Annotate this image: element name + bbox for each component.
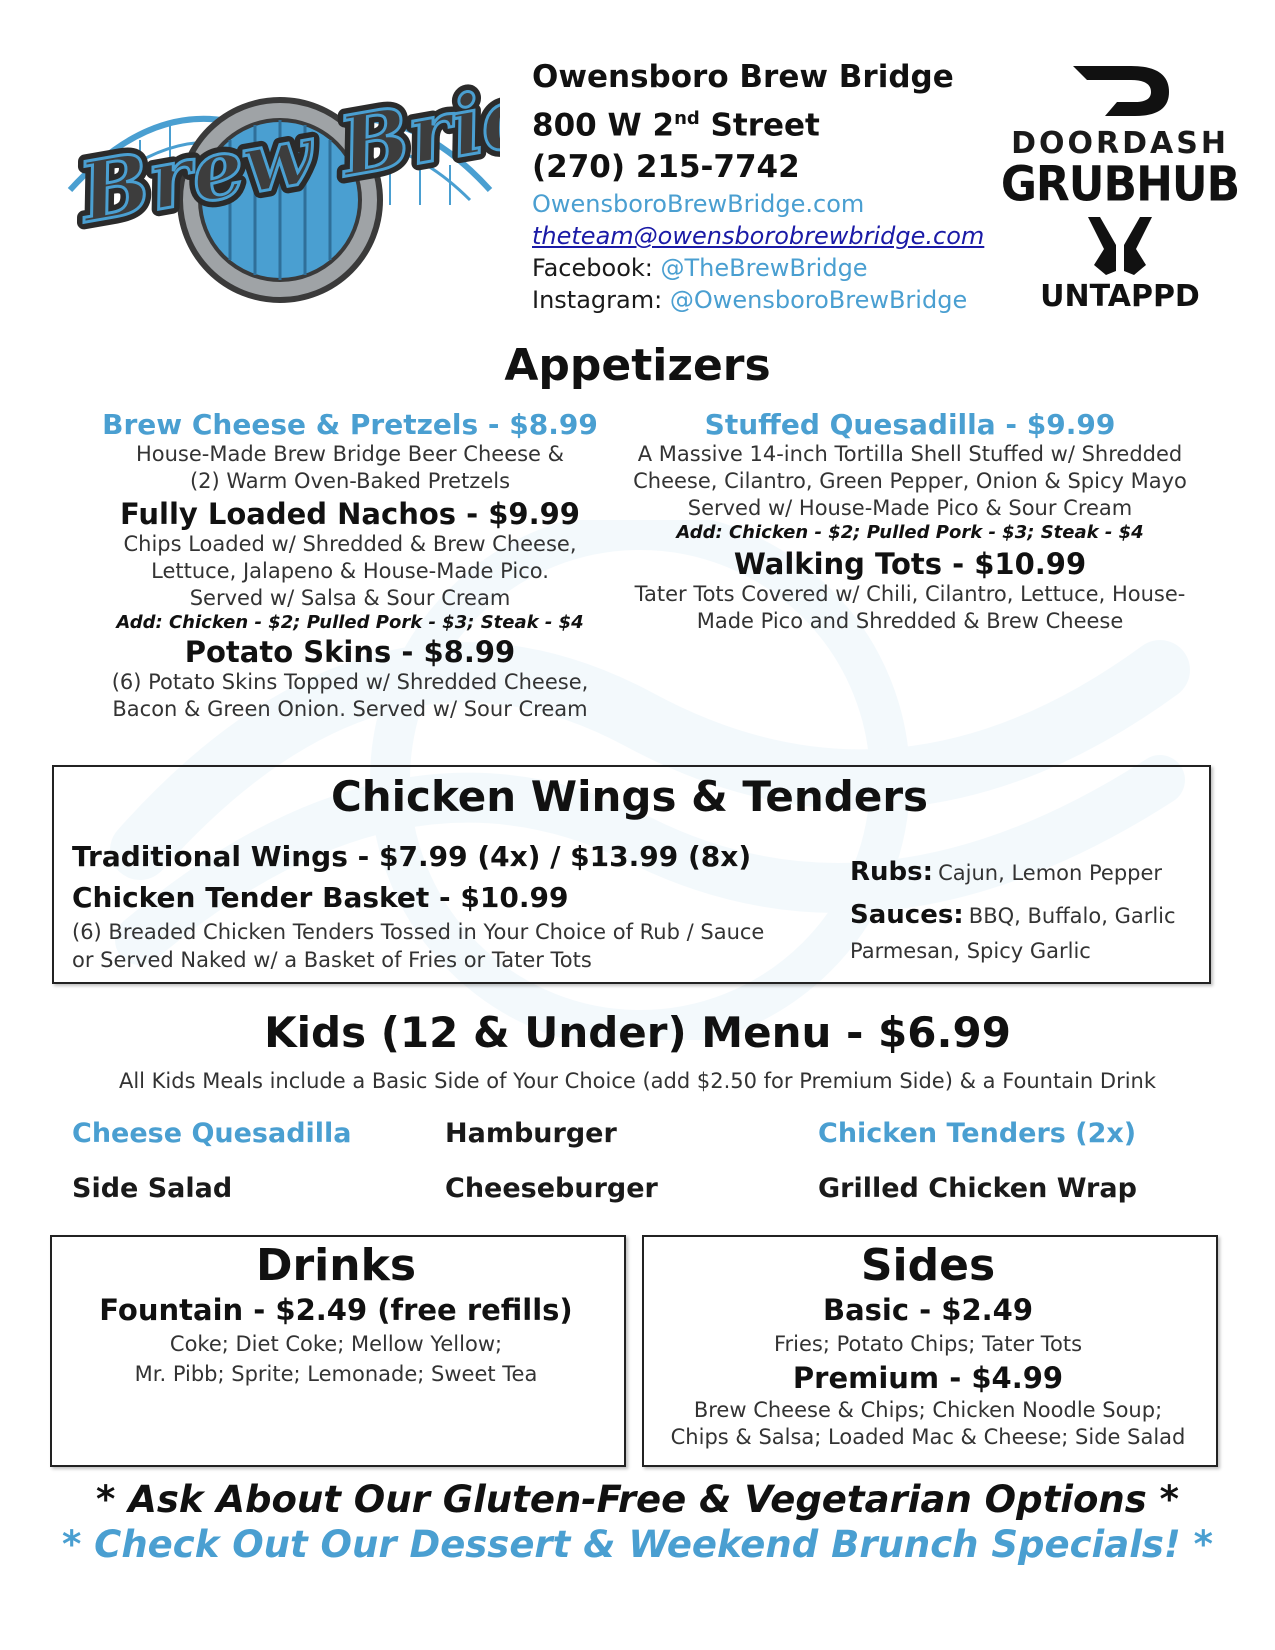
menu-item-title: Fountain - $2.49 (free refills) <box>99 1293 573 1327</box>
kids-item: Side Salad <box>72 1173 233 1204</box>
facebook-link[interactable]: @TheBrewBridge <box>660 254 868 283</box>
sauces-label: Sauces: <box>850 900 964 930</box>
wings-heading: Chicken Wings & Tenders <box>330 772 929 821</box>
appetizers-heading: Appetizers <box>504 340 771 391</box>
svg-text:Brew Bridge: Brew Bridge <box>72 70 500 242</box>
menu-item-desc: Bacon & Green Onion. Served w/ Sour Cream <box>112 697 588 721</box>
brew-bridge-logo <box>60 70 500 310</box>
contact-block <box>532 56 1002 316</box>
kids-heading: Kids (12 & Under) Menu - $6.99 <box>264 1008 1011 1057</box>
menu-item-title: Walking Tots - $10.99 <box>733 547 1087 581</box>
drinks-heading: Drinks <box>255 1240 417 1291</box>
restaurant-name: Owensboro Brew Bridge <box>532 59 954 95</box>
menu-item-title: Potato Skins - $8.99 <box>184 635 516 669</box>
kids-note: All Kids Meals include a Basic Side of Your Choice (add $2.50 for Premium Side) & a Fountain Drink <box>118 1069 1157 1093</box>
menu-item-title: Fully Loaded Nachos - $9.99 <box>120 497 580 531</box>
svg-text:Brew Bridge: Brew Bridge <box>72 70 500 242</box>
menu-item-title: Basic - $2.49 <box>822 1293 1034 1327</box>
menu-item-desc: (6) Breaded Chicken Tenders Tossed in Your Choice of Rub / Sauce <box>72 920 765 944</box>
menu-item-desc: Chips Loaded w/ Shredded & Brew Cheese, <box>123 532 577 556</box>
wings-items <box>72 836 832 974</box>
sides-section <box>642 1240 1214 1451</box>
rubs-value: Cajun, Lemon Pepper <box>938 861 1163 885</box>
footer-note-dietary: * Ask About Our Gluten-Free & Vegetarian Options * <box>95 1478 1179 1521</box>
grubhub-label: GRUBHUB <box>1000 156 1240 213</box>
menu-item-title: Traditional Wings - $7.99 (4x) / $13.99 (8x) <box>72 840 752 873</box>
footer-note-specials: * Check Out Our Dessert & Weekend Brunch Specials! * <box>61 1523 1214 1566</box>
website-link[interactable]: OwensboroBrewBridge.com <box>532 190 865 219</box>
address: 800 W 2nd Street <box>532 107 820 144</box>
delivery-partners <box>1000 60 1240 314</box>
menu-item-desc: Tater Tots Covered w/ Chili, Cilantro, Lettuce, House- <box>634 582 1186 606</box>
menu-item-desc: Lettuce, Jalapeno & House-Made Pico. <box>151 559 549 583</box>
menu-item-desc: (2) Warm Oven-Baked Pretzels <box>189 469 511 493</box>
kids-item: Cheeseburger <box>445 1173 658 1204</box>
facebook-line: Facebook: @TheBrewBridge <box>532 254 868 283</box>
menu-item-title: Chicken Tender Basket - $10.99 <box>72 881 569 914</box>
menu-item-desc: Cheese, Cilantro, Green Pepper, Onion & Spicy Mayo <box>633 469 1187 493</box>
menu-item-title: Brew Cheese & Pretzels - $8.99 <box>102 408 598 441</box>
instagram-link[interactable]: @OwensboroBrewBridge <box>669 286 968 315</box>
menu-item-desc: Brew Cheese & Chips; Chicken Noodle Soup; <box>693 1398 1163 1422</box>
menu-item-desc: Made Pico and Shredded & Brew Cheese <box>696 609 1124 633</box>
wings-options <box>850 852 1200 964</box>
menu-item-addons: Add: Chicken - $2; Pulled Pork - $3; Steak - $4 <box>116 612 584 633</box>
menu-item-desc: House-Made Brew Bridge Beer Cheese & <box>135 442 565 466</box>
kids-item: Chicken Tenders (2x) <box>818 1118 1137 1149</box>
appetizers-right-column <box>615 408 1205 635</box>
menu-item-desc: or Served Naked w/ a Basket of Fries or Tater Tots <box>72 948 592 972</box>
email-link[interactable]: theteam@owensborobrewbridge.com <box>532 222 985 251</box>
kids-item: Grilled Chicken Wrap <box>818 1173 1137 1204</box>
appetizers-left-column <box>90 408 610 723</box>
menu-item-desc: Coke; Diet Coke; Mellow Yellow; <box>169 1332 503 1356</box>
menu-item-desc: Mr. Pibb; Sprite; Lemonade; Sweet Tea <box>134 1362 538 1386</box>
doordash-icon <box>1065 60 1175 120</box>
kids-item: Cheese Quesadilla <box>72 1118 352 1149</box>
drinks-section <box>50 1240 622 1389</box>
menu-item-addons: Add: Chicken - $2; Pulled Pork - $3; Steak - $4 <box>676 522 1144 543</box>
phone: (270) 215-7742 <box>532 149 800 186</box>
menu-item-title: Stuffed Quesadilla - $9.99 <box>704 408 1116 441</box>
sauces-value-cont: Parmesan, Spicy Garlic <box>850 939 1091 963</box>
untappd-label: UNTAPPD <box>1040 279 1200 314</box>
menu-item-desc: Fries; Potato Chips; Tater Tots <box>773 1332 1083 1356</box>
sides-heading: Sides <box>860 1240 996 1291</box>
menu-item-desc: A Massive 14-inch Tortilla Shell Stuffed w/ Shredded <box>637 442 1183 466</box>
rubs-label: Rubs: <box>850 857 934 887</box>
menu-item-desc: (6) Potato Skins Topped w/ Shredded Cheese, <box>111 670 589 694</box>
kids-item: Hamburger <box>445 1118 617 1149</box>
menu-item-desc: Chips & Salsa; Loaded Mac & Cheese; Side Salad <box>670 1425 1186 1449</box>
menu-item-desc: Served w/ Salsa & Sour Cream <box>189 586 511 610</box>
menu-item-title: Premium - $4.99 <box>792 1361 1064 1395</box>
untappd-icon <box>1080 213 1160 279</box>
menu-item-desc: Served w/ House-Made Pico & Sour Cream <box>687 496 1133 520</box>
doordash-label: DOORDASH <box>1011 126 1229 161</box>
instagram-line: Instagram: @OwensboroBrewBridge <box>532 286 968 315</box>
sauces-value: BBQ, Buffalo, Garlic <box>968 904 1176 928</box>
